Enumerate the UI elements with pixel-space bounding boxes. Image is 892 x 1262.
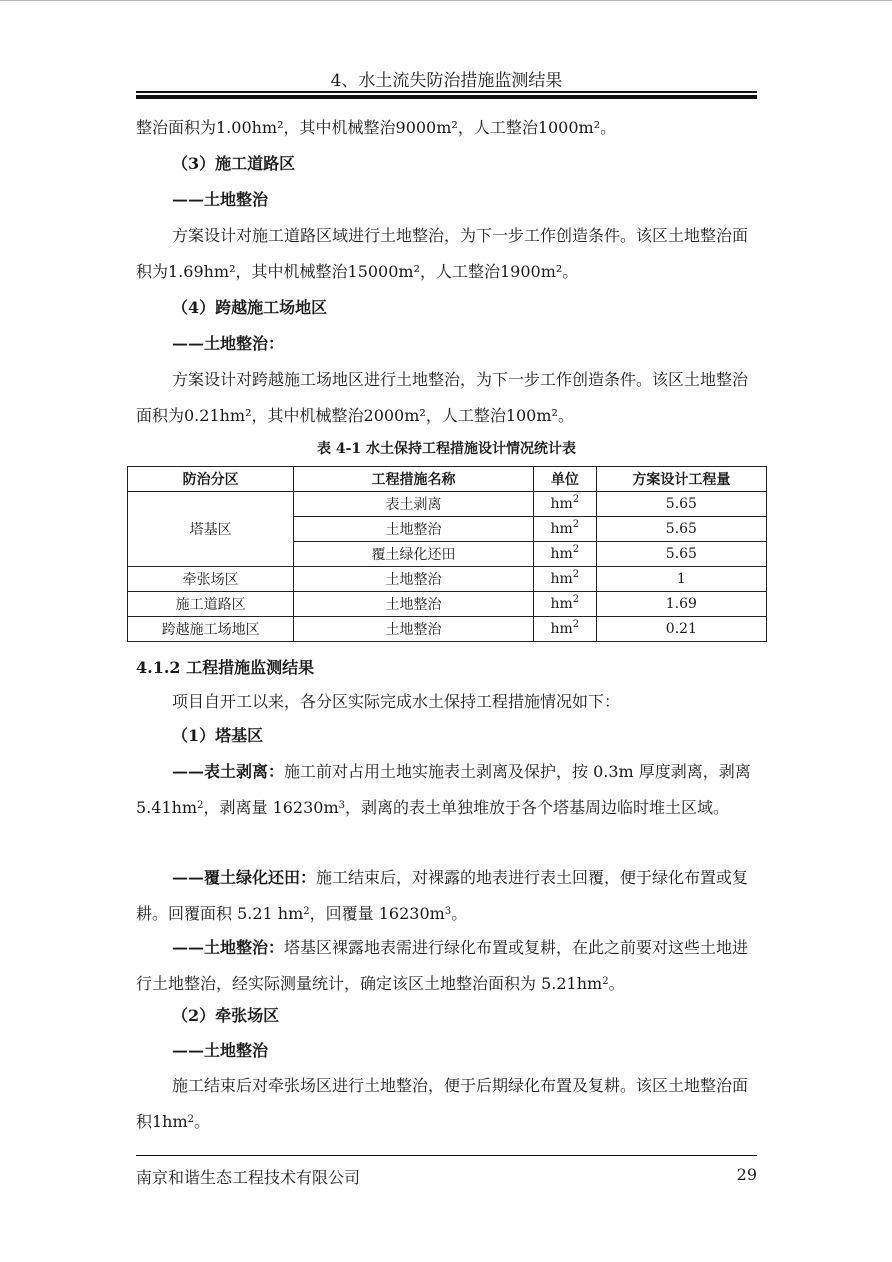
- paragraph-land-leveling: ——土地整治：塔基区裸露地表需进行绿化布置或复耕，在此之前要对这些土地进行土地整治，经实际测量统计，确定该区土地整治面积为 $5.21hm^2$。: [136, 938, 749, 993]
- cell-quantity: 1: [596, 567, 766, 592]
- cell-zone: 塔基区: [128, 492, 294, 567]
- subheading-land-leveling-2: ——土地整治：: [172, 334, 285, 353]
- cell-zone: 牵张场区: [128, 567, 294, 592]
- table-header-row: [128, 467, 767, 492]
- cell-quantity: 0.21: [596, 617, 766, 642]
- cell-zone: 施工道路区: [128, 592, 294, 617]
- col-measure: 工程措施名称: [294, 467, 534, 492]
- footer-rule: [136, 1155, 757, 1156]
- cell-measure: 覆土绿化还田: [294, 542, 534, 567]
- measures-table: [127, 466, 767, 642]
- header-rule-thick: [136, 95, 757, 99]
- cell-unit: $hm^2$: [533, 617, 596, 642]
- cell-quantity: 5.65: [596, 492, 766, 517]
- cell-measure: 土地整治: [294, 517, 534, 542]
- footer-company: 南京和谐生态工程技术有限公司: [136, 1168, 361, 1187]
- paragraph-crossing-site: 方案设计对跨越施工场地区进行土地整治，为下一步工作创造条件。该区土地整治面积为0.21hm²，其中机械整治2000m²，人工整治100m²。: [136, 370, 749, 425]
- heading-tension-site: （2）牵张场区: [172, 1006, 280, 1025]
- cell-unit: $hm^2$: [533, 542, 596, 567]
- cell-measure: 土地整治: [294, 567, 534, 592]
- subheading-land-leveling-3: ——土地整治: [172, 1041, 269, 1060]
- col-zone: 防治分区: [128, 467, 294, 492]
- heading-tower-base: （1）塔基区: [172, 726, 264, 745]
- cell-quantity: 1.69: [596, 592, 766, 617]
- cell-measure: 土地整治: [294, 617, 534, 642]
- cell-quantity: 5.65: [596, 542, 766, 567]
- subheading-land-leveling: ——土地整治: [172, 190, 269, 209]
- top-edge-line: [0, 0, 892, 1]
- cell-unit: $hm^2$: [533, 567, 596, 592]
- table-row: [128, 567, 767, 592]
- cell-quantity: 5.65: [596, 517, 766, 542]
- table-caption: 表 4-1 水土保持工程措施设计情况统计表: [316, 441, 577, 457]
- cell-unit: $hm^2$: [533, 517, 596, 542]
- paragraph-road-area: 方案设计对施工道路区域进行土地整治，为下一步工作创造条件。该区土地整治面积为1.69hm²，其中机械整治15000m²，人工整治1900m²。: [136, 226, 749, 281]
- cell-measure: 土地整治: [294, 592, 534, 617]
- paragraph-tension-site: 施工结束后对牵张场区进行土地整治，便于后期绿化布置及复耕。该区土地整治面积$1hm^2$。: [136, 1076, 749, 1131]
- page-number: 29: [736, 1165, 757, 1184]
- cell-zone: 跨越施工场地区: [128, 617, 294, 642]
- table-row: [128, 492, 767, 517]
- paragraph-topsoil-stripping: ——表土剥离：施工前对占用土地实施表土剥离及保护，按 0.3m 厚度剥离，剥离 $5.41hm^2$，剥离量 $16230m^3$，剥离的表土单独堆放于各个塔基周边临时堆土区域。: [136, 762, 751, 817]
- paragraph-soil-cover: ——覆土绿化还田：施工结束后，对裸露的地表进行表土回覆，便于绿化布置或复耕。回覆面积 5.21 $hm^2$，回覆量 $16230m^3$。: [136, 868, 749, 923]
- section-heading-4-1-2: 4.1.2 工程措施监测结果: [136, 658, 315, 677]
- cell-unit: $hm^2$: [533, 592, 596, 617]
- col-unit: 单位: [533, 467, 596, 492]
- heading-crossing-site: （4）跨越施工场地区: [172, 298, 328, 317]
- table-row: [128, 592, 767, 617]
- running-header: 4、水土流失防治措施监测结果: [330, 71, 563, 91]
- heading-construction-road: （3）施工道路区: [172, 154, 296, 173]
- cell-measure: 表土剥离: [294, 492, 534, 517]
- table-row: [128, 617, 767, 642]
- paragraph-continuation: 整治面积为1.00hm²，其中机械整治9000m²，人工整治1000m²。: [136, 118, 617, 137]
- paragraph-intro: 项目自开工以来，各分区实际完成水土保持工程措施情况如下：: [172, 692, 621, 711]
- cell-unit: $hm^2$: [533, 492, 596, 517]
- header-rule-thin: [136, 91, 757, 93]
- col-quantity: 方案设计工程量: [596, 467, 766, 492]
